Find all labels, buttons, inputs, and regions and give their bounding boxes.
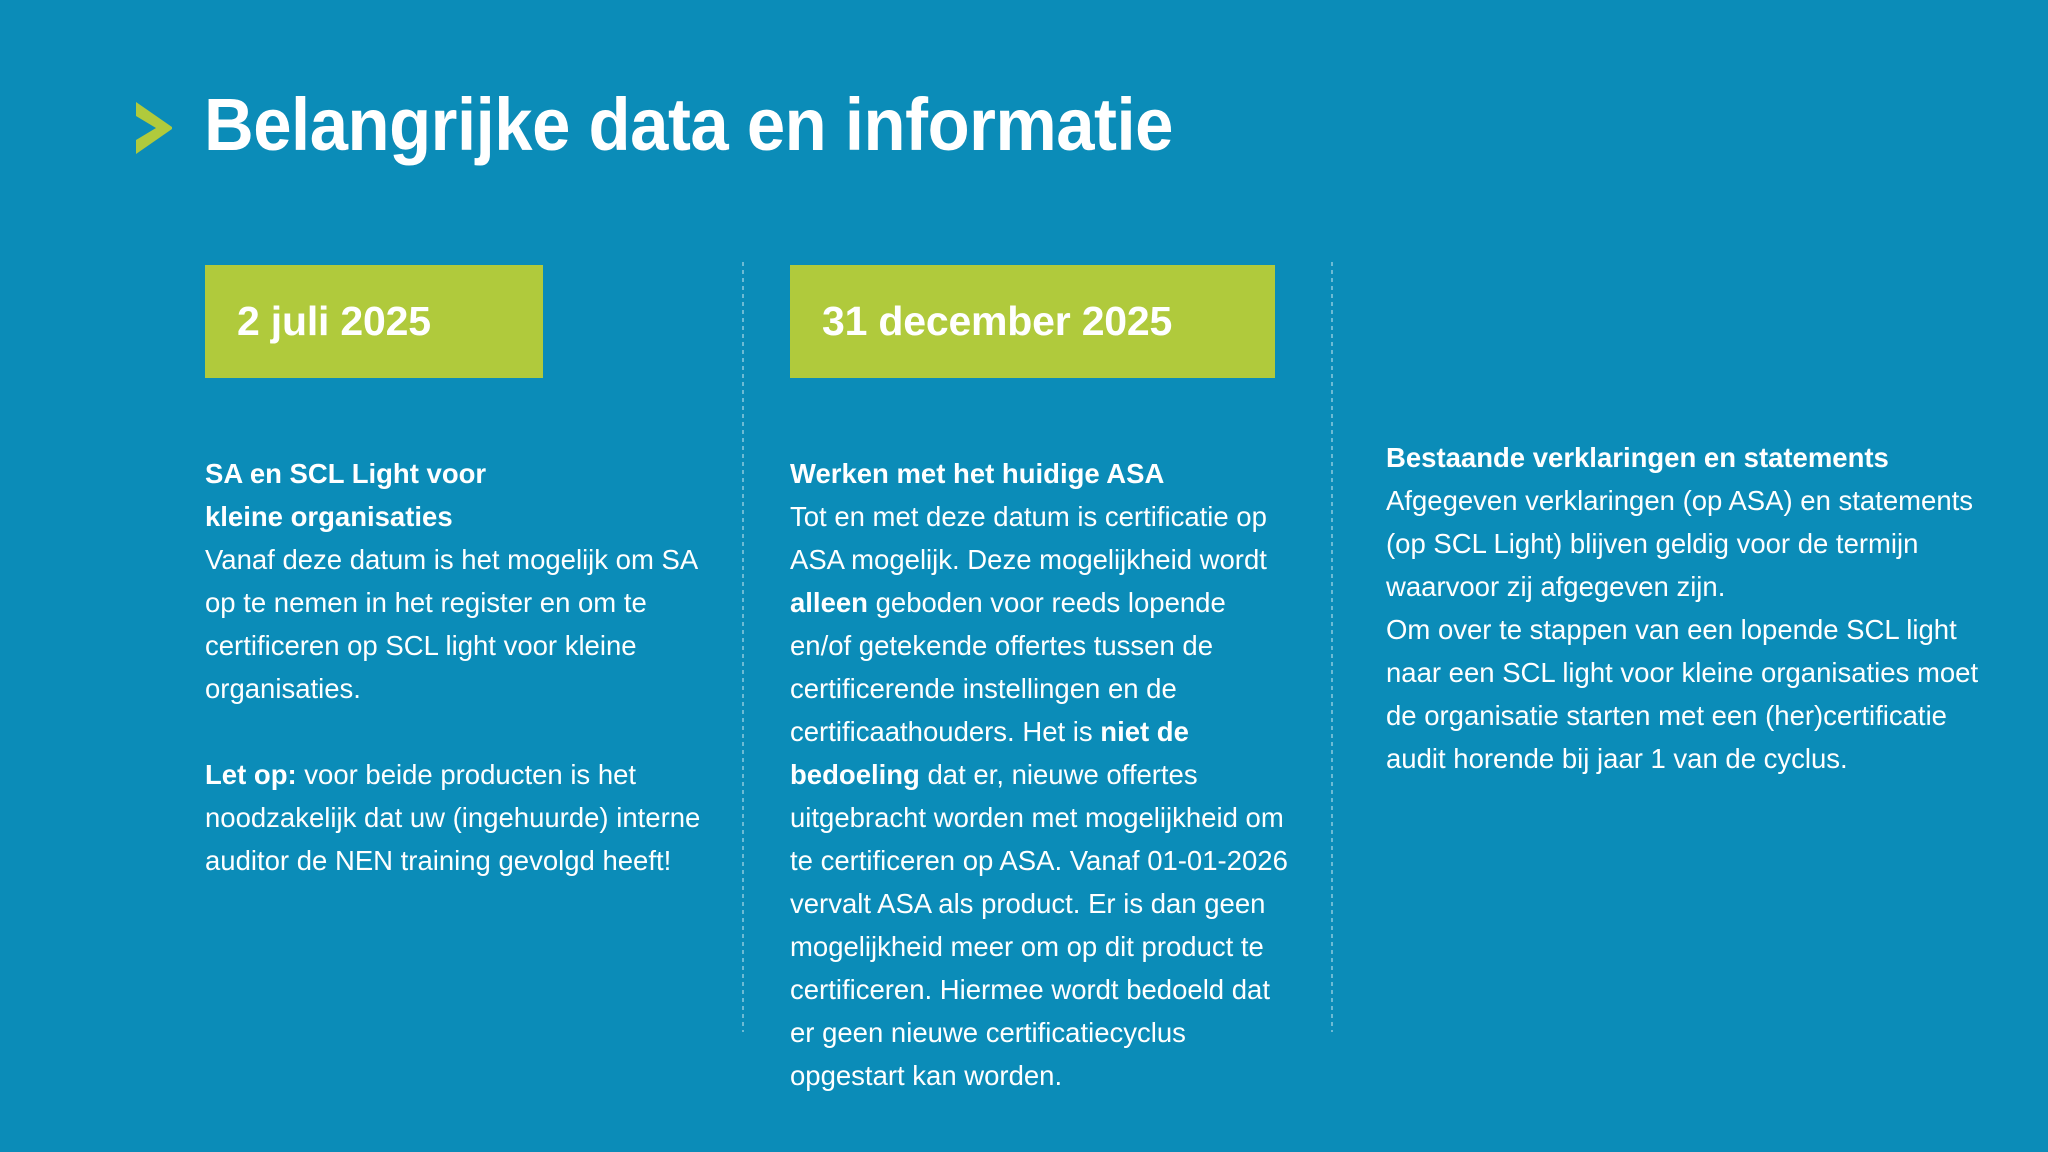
column-3-body [1386, 436, 1986, 780]
date-badge-2: 31 december 2025 [790, 265, 1275, 378]
column-2-emphasis-2: niet de bedoeling [790, 716, 1189, 790]
column-2-subhead: Werken met het huidige ASA [790, 458, 1165, 489]
column-2-text-part-1: Tot en met deze datum is certificatie op ASA mogelijk. Deze mogelijkheid wordt [790, 501, 1267, 575]
column-1-paragraph-1: Vanaf deze datum is het mogelijk om SA op te nemen in het register en om te certificeren op SCL light voor kleine organisaties. [205, 544, 697, 704]
column-2-text-part-2: geboden voor reeds lopende en/of getekende offertes tussen de certificerende instellingen en de certificaathouders. Het is [790, 587, 1226, 747]
column-3 [1386, 436, 1986, 780]
column-3-paragraph-1: Afgegeven verklaringen (op ASA) en statements (op SCL Light) blijven geldig voor de termijn waarvoor zij afgegeven zijn. [1386, 485, 1974, 602]
column-3-paragraph-2: Om over te stappen van een lopende SCL light naar een SCL light voor kleine organisaties moet de organisatie starten met een (her)certificatie audit horende bij jaar 1 van de cyclus. [1386, 614, 1979, 774]
column-2-paragraph [790, 495, 1290, 1097]
column-1-subhead-line-1: SA en SCL Light voor [205, 458, 487, 489]
column-1-subhead-line-2: kleine organisaties [205, 501, 453, 532]
column-1-note-text: voor beide producten is het noodzakelijk dat uw (ingehuurde) interne auditor de NEN training gevolgd heeft! [205, 759, 701, 876]
column-3-subhead: Bestaande verklaringen en statements [1386, 442, 1889, 473]
date-badge-1: 2 juli 2025 [205, 265, 543, 378]
column-1 [205, 265, 705, 882]
column-1-paragraph-2 [205, 753, 705, 882]
column-2-body [790, 452, 1290, 1097]
column-2-emphasis-1: alleen [790, 587, 868, 618]
column-2-text-part-3: dat er, nieuwe offertes uitgebracht worden met mogelijkheid om te certificeren op ASA. Vanaf 01-01-2026 vervalt ASA als product. Er is dan geen mogelijkheid meer om op dit product te certificeren. Hiermee wordt bedoeld dat er geen nieuwe certificatiecyclus opgestart kan worden. [790, 759, 1288, 1091]
page-title: Belangrijke data en informatie [204, 83, 1173, 166]
column-1-note-label: Let op: [205, 759, 297, 790]
column-1-body [205, 452, 705, 882]
column-2 [790, 265, 1290, 1097]
